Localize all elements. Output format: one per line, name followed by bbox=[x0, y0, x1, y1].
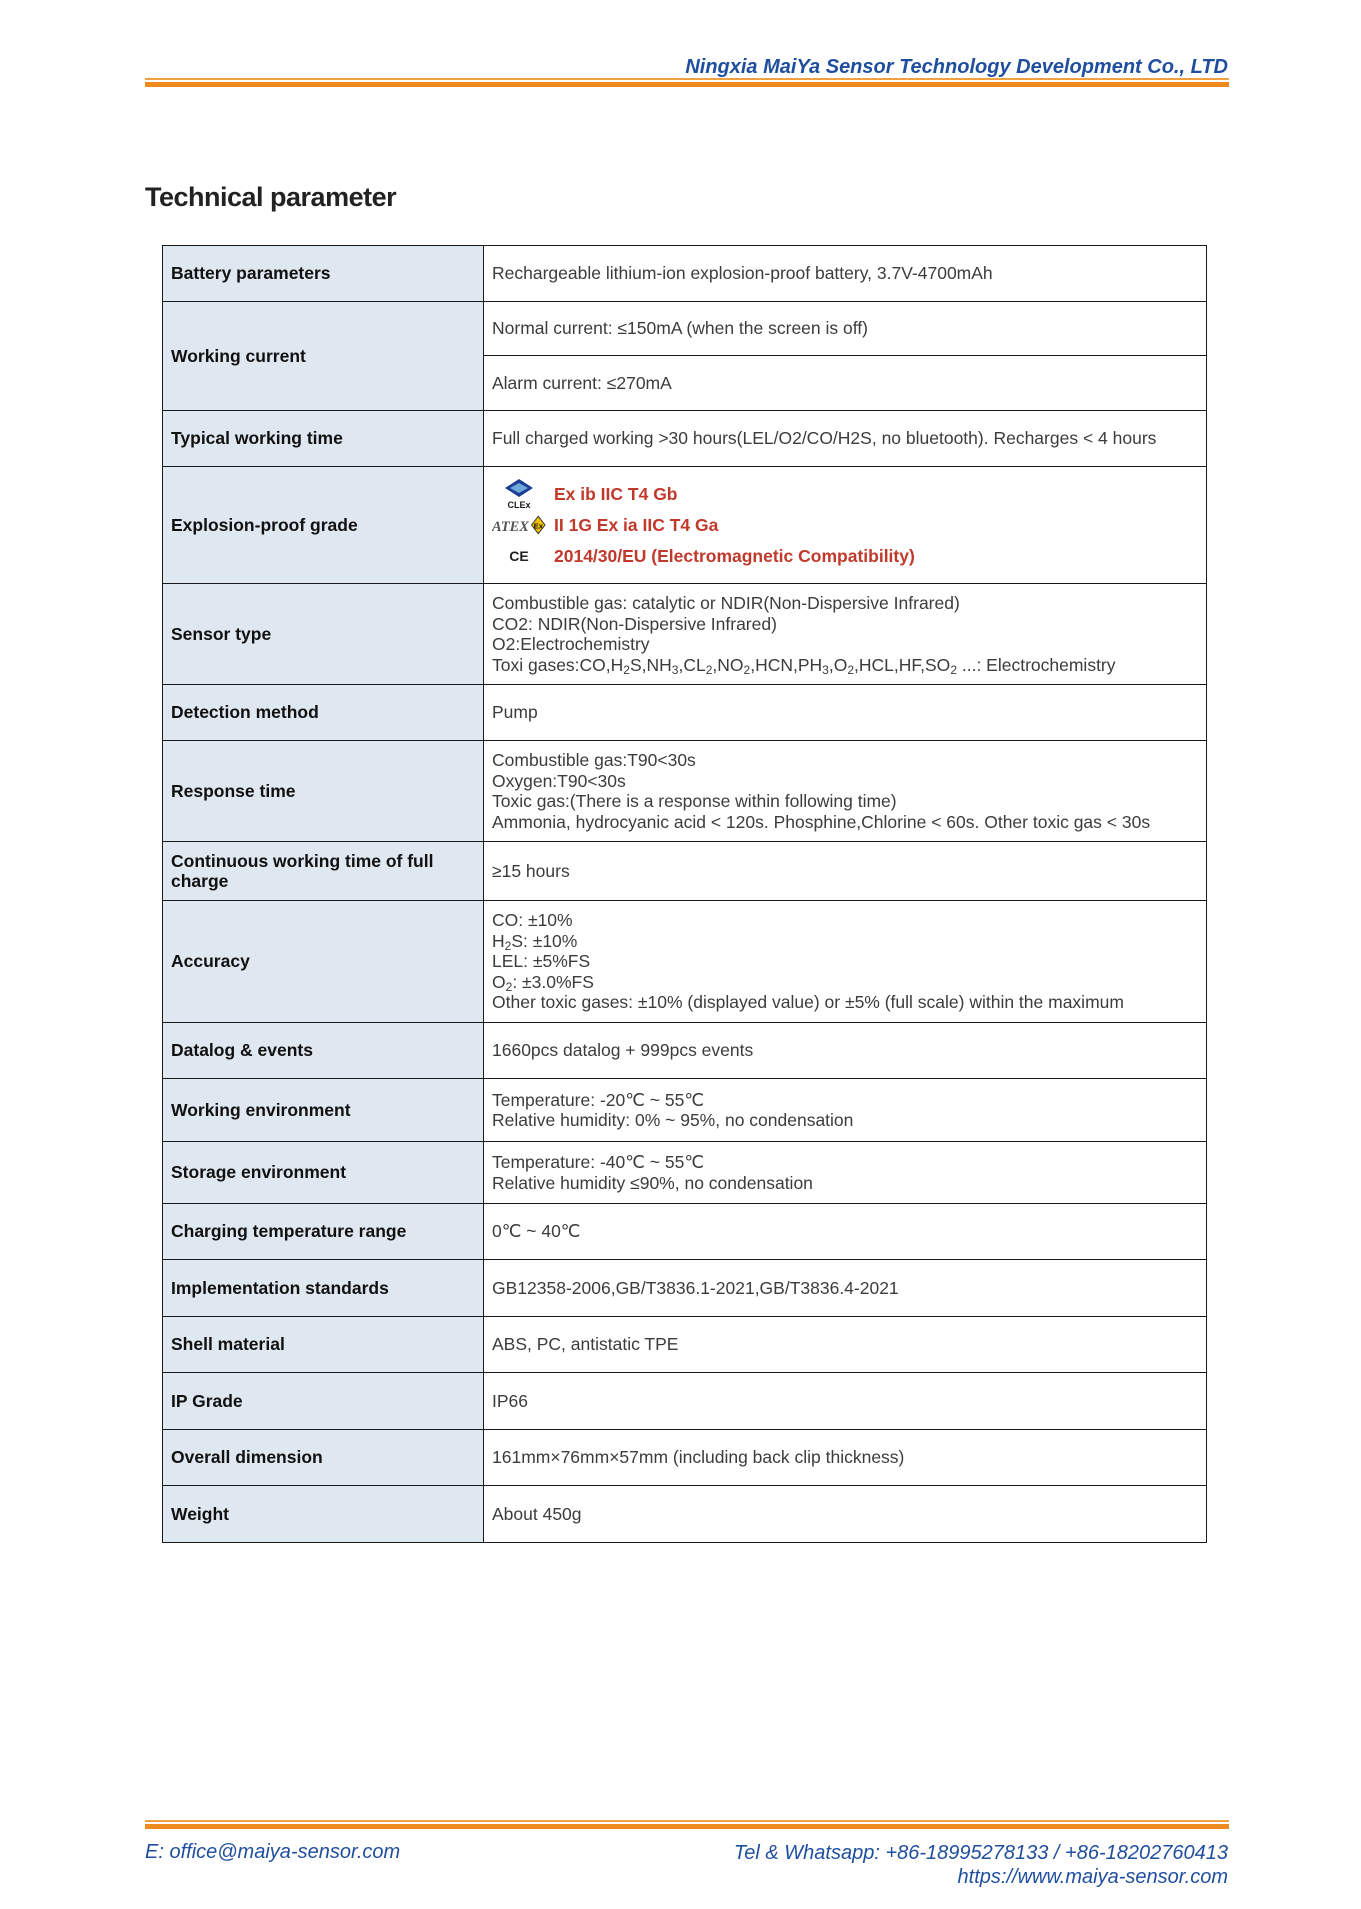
accuracy-line: Other toxic gases: ±10% (displayed value) or ±5% (full scale) within the maximum bbox=[492, 992, 1124, 1013]
accuracy-line: LEL: ±5%FS bbox=[492, 951, 591, 972]
sensor-line: Combustible gas: catalytic or NDIR(Non-Dispersive Infrared) bbox=[492, 593, 960, 613]
table-row bbox=[163, 1079, 1207, 1142]
row-label: Shell material bbox=[163, 1317, 484, 1373]
cert-text: 2014/30/EU (Electromagnetic Compatibility) bbox=[554, 545, 915, 566]
sensor-line: O2:Electrochemistry bbox=[492, 634, 650, 654]
table-row bbox=[163, 1373, 1207, 1430]
row-label: IP Grade bbox=[163, 1373, 484, 1430]
header-divider bbox=[145, 78, 1229, 87]
row-label: Weight bbox=[163, 1486, 484, 1543]
cert-line bbox=[492, 479, 1198, 510]
row-value: 161mm×76mm×57mm (including back clip thickness) bbox=[484, 1430, 1207, 1486]
row-value: ABS, PC, antistatic TPE bbox=[484, 1317, 1207, 1373]
row-label: Typical working time bbox=[163, 411, 484, 467]
row-label: Datalog & events bbox=[163, 1023, 484, 1079]
footer-website: https://www.maiya-sensor.com bbox=[957, 1866, 1228, 1888]
table-row bbox=[163, 1023, 1207, 1079]
cert-line bbox=[492, 541, 1198, 572]
svg-text:CLEx: CLEx bbox=[507, 500, 531, 510]
accuracy-line: $H_2S$: ±10% bbox=[492, 930, 578, 953]
row-label: Explosion-proof grade bbox=[163, 467, 484, 584]
row-value bbox=[484, 584, 1207, 685]
table-row bbox=[163, 1204, 1207, 1260]
table-row bbox=[163, 411, 1207, 467]
row-value bbox=[484, 467, 1207, 584]
footer-contact bbox=[734, 1841, 1228, 1889]
table-row bbox=[163, 741, 1207, 842]
footer-email: E: office@maiya-sensor.com bbox=[145, 1841, 401, 1863]
response-line: Combustible gas:T90<30s bbox=[492, 750, 696, 770]
cert-text: II 1G Ex ia IIC T4 Ga bbox=[554, 514, 719, 535]
row-label: Charging temperature range bbox=[163, 1204, 484, 1260]
clex-logo bbox=[492, 477, 546, 511]
table-row bbox=[163, 842, 1207, 901]
svg-text:CE: CE bbox=[509, 548, 529, 564]
env-line: Relative humidity ≤90%, no condensation bbox=[492, 1172, 813, 1193]
row-value: Normal current: ≤150mA (when the screen is off) bbox=[484, 302, 1207, 356]
row-value: ≥15 hours bbox=[484, 842, 1207, 901]
atex-logo bbox=[492, 514, 546, 536]
row-label: Continuous working time of full charge bbox=[163, 842, 484, 901]
row-value: Pump bbox=[484, 685, 1207, 741]
row-label: Implementation standards bbox=[163, 1260, 484, 1317]
cert-line bbox=[492, 510, 1198, 541]
table-row bbox=[163, 1260, 1207, 1317]
technical-parameter-table bbox=[162, 245, 1207, 1543]
row-value: Full charged working >30 hours(LEL/O2/CO/H2S, no bluetooth). Recharges < 4 hours bbox=[484, 411, 1207, 467]
footer-phone: Tel & Whatsapp: +86-18995278133 / +86-18202760413 bbox=[733, 1842, 1228, 1864]
svg-text:ATEX: ATEX bbox=[492, 518, 529, 535]
row-label: Detection method bbox=[163, 685, 484, 741]
row-label: Accuracy bbox=[163, 901, 484, 1023]
footer-divider bbox=[145, 1820, 1229, 1829]
table-row bbox=[163, 1317, 1207, 1373]
row-value bbox=[484, 901, 1207, 1023]
row-label: Response time bbox=[163, 741, 484, 842]
page-title: Technical parameter bbox=[145, 182, 397, 212]
svg-text:Ex: Ex bbox=[533, 521, 544, 531]
table-row bbox=[163, 302, 1207, 356]
response-line: Oxygen:T90<30s bbox=[492, 770, 626, 791]
row-label: Working environment bbox=[163, 1079, 484, 1142]
row-label: Overall dimension bbox=[163, 1430, 484, 1486]
row-label: Working current bbox=[163, 302, 484, 411]
table-row bbox=[163, 467, 1207, 584]
row-value: Alarm current: ≤270mA bbox=[484, 356, 1207, 411]
table-row bbox=[163, 584, 1207, 685]
cert-text: Ex ib IIC T4 Gb bbox=[554, 483, 678, 504]
row-value: GB12358-2006,GB/T3836.1-2021,GB/T3836.4-2021 bbox=[484, 1260, 1207, 1317]
header-company-name: Ningxia MaiYa Sensor Technology Development Co., LTD bbox=[685, 56, 1228, 78]
row-label: Sensor type bbox=[163, 584, 484, 685]
row-value: Rechargeable lithium-ion explosion-proof battery, 3.7V-4700mAh bbox=[484, 246, 1207, 302]
table-row bbox=[163, 685, 1207, 741]
ce-mark-logo bbox=[492, 547, 546, 565]
row-value bbox=[484, 1079, 1207, 1142]
row-value bbox=[484, 741, 1207, 842]
row-value bbox=[484, 1142, 1207, 1204]
row-label: Battery parameters bbox=[163, 246, 484, 302]
table-row bbox=[163, 901, 1207, 1023]
row-label: Storage environment bbox=[163, 1142, 484, 1204]
row-value: IP66 bbox=[484, 1373, 1207, 1430]
table-row bbox=[163, 246, 1207, 302]
sensor-line: CO2: NDIR(Non-Dispersive Infrared) bbox=[492, 613, 777, 634]
env-line: Temperature: -40℃ ~ 55℃ bbox=[492, 1152, 704, 1172]
row-value: About 450g bbox=[484, 1486, 1207, 1543]
row-value: 1660pcs datalog + 999pcs events bbox=[484, 1023, 1207, 1079]
table-row bbox=[163, 1486, 1207, 1543]
row-value: 0℃ ~ 40℃ bbox=[484, 1204, 1207, 1260]
env-line: Relative humidity: 0% ~ 95%, no condensation bbox=[492, 1110, 854, 1130]
table-row bbox=[163, 1142, 1207, 1204]
table-row bbox=[163, 1430, 1207, 1486]
response-line: Ammonia, hydrocyanic acid < 120s. Phosphine,Chlorine < 60s. Other toxic gas < 30s bbox=[492, 811, 1151, 832]
accuracy-line: CO: ±10% bbox=[492, 910, 573, 931]
response-line: Toxic gas:(There is a response within following time) bbox=[492, 791, 897, 811]
env-line: Temperature: -20℃ ~ 55℃ bbox=[492, 1089, 704, 1110]
sensor-line-toxic: Toxi $gases:CO,H_2S,NH_3,CL_2,NO_2,HCN,PH_3,O_2,HCL,HF,SO_2$ ...: Electrochemistry bbox=[492, 654, 1116, 677]
accuracy-line: $O_2$: ±3.0%FS bbox=[492, 971, 594, 994]
